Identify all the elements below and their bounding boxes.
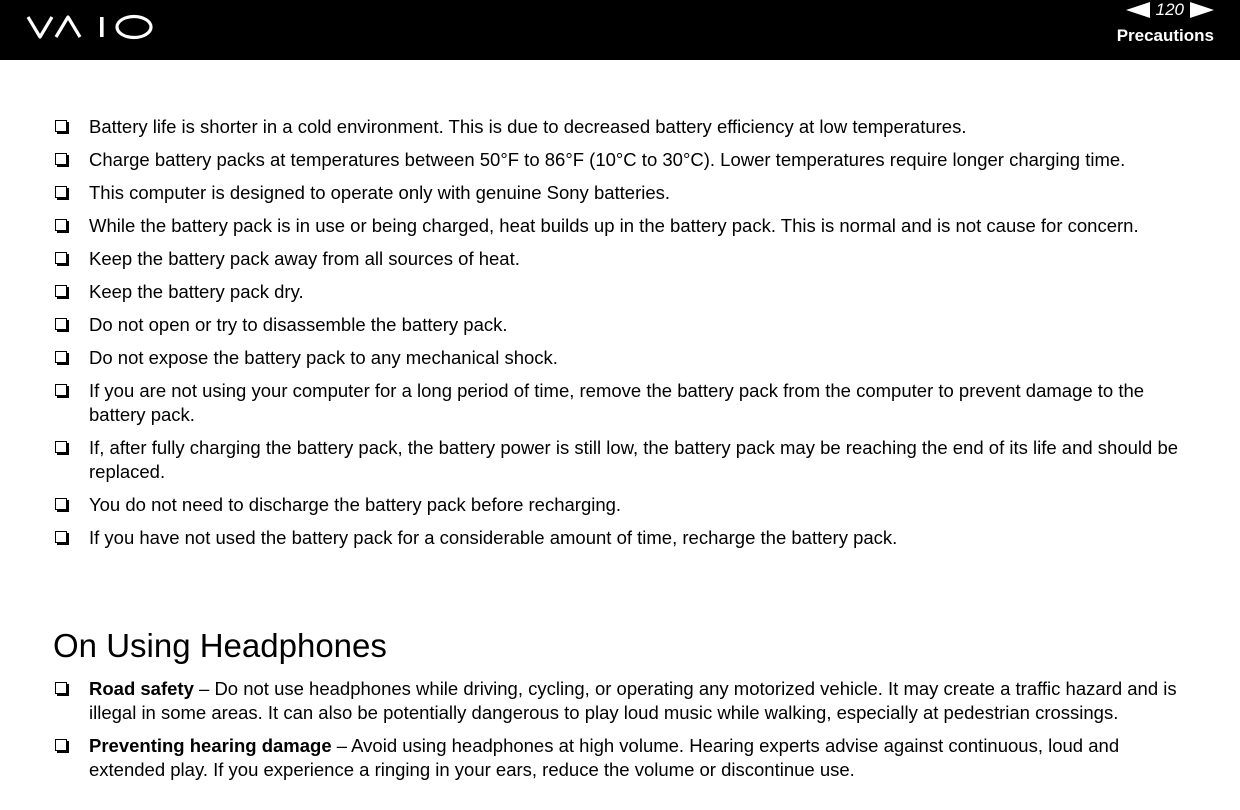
- previous-page-icon[interactable]: [1126, 2, 1150, 18]
- list-item: Keep the battery pack dry.: [55, 280, 1190, 304]
- checkbox-bullet-icon: [55, 252, 67, 264]
- list-item: Keep the battery pack away from all sources of heat.: [55, 247, 1190, 271]
- list-item: If, after fully charging the battery pack, the battery power is still low, the battery pack may be reaching the end of its life and should be replaced.: [55, 436, 1190, 484]
- list-item: Do not expose the battery pack to any mechanical shock.: [55, 346, 1190, 370]
- page-number: 120: [1155, 0, 1184, 19]
- list-item: This computer is designed to operate only with genuine Sony batteries.: [55, 181, 1190, 205]
- section-title: Precautions: [1116, 26, 1214, 45]
- checkbox-bullet-icon: [55, 285, 67, 297]
- list-item: If you are not using your computer for a long period of time, remove the battery pack from the computer to prevent damage to the battery pack.: [55, 379, 1190, 427]
- list-item: Battery life is shorter in a cold environment. This is due to decreased battery efficiency at low temperatures.: [55, 115, 1190, 139]
- checkbox-bullet-icon: [55, 682, 67, 694]
- list-item: Preventing hearing damage – Avoid using headphones at high volume. Hearing experts advise against continuous, loud and extended play. If you experience a ringing in your ears, reduce the volume or discontinue use.: [55, 734, 1190, 782]
- checkbox-bullet-icon: [55, 351, 67, 363]
- list-item: While the battery pack is in use or being charged, heat builds up in the battery pack. This is normal and is not cause for concern.: [55, 214, 1190, 238]
- section-heading: On Using Headphones: [53, 627, 387, 664]
- list-item: You do not need to discharge the battery pack before recharging.: [55, 493, 1190, 517]
- list-item: Do not open or try to disassemble the battery pack.: [55, 313, 1190, 337]
- checkbox-bullet-icon: [55, 219, 67, 231]
- vaio-logo: [26, 11, 156, 41]
- checkbox-bullet-icon: [55, 384, 67, 396]
- item-title: Preventing hearing damage: [89, 735, 332, 756]
- checkbox-bullet-icon: [55, 120, 67, 132]
- item-title: Road safety: [89, 678, 194, 699]
- list-item: Road safety – Do not use headphones while driving, cycling, or operating any motorized vehicle. It may create a traffic hazard and is illegal in some areas. It can also be potentially dangerous to play loud music while walking, especially at pedestrian crossings.: [55, 677, 1190, 725]
- checkbox-bullet-icon: [55, 739, 67, 751]
- header-bar: [0, 0, 1240, 60]
- checkbox-bullet-icon: [55, 441, 67, 453]
- list-item: Charge battery packs at temperatures between 50°F to 86°F (10°C to 30°C). Lower temperatures require longer charging time.: [55, 148, 1190, 172]
- headphones-list: [55, 677, 1190, 791]
- list-item: If you have not used the battery pack for a considerable amount of time, recharge the battery pack.: [55, 526, 1190, 550]
- battery-precautions-list: [55, 115, 1190, 559]
- checkbox-bullet-icon: [55, 531, 67, 543]
- checkbox-bullet-icon: [55, 153, 67, 165]
- checkbox-bullet-icon: [55, 318, 67, 330]
- next-page-icon[interactable]: [1190, 2, 1214, 18]
- page-navigation: [1126, 0, 1214, 20]
- checkbox-bullet-icon: [55, 498, 67, 510]
- checkbox-bullet-icon: [55, 186, 67, 198]
